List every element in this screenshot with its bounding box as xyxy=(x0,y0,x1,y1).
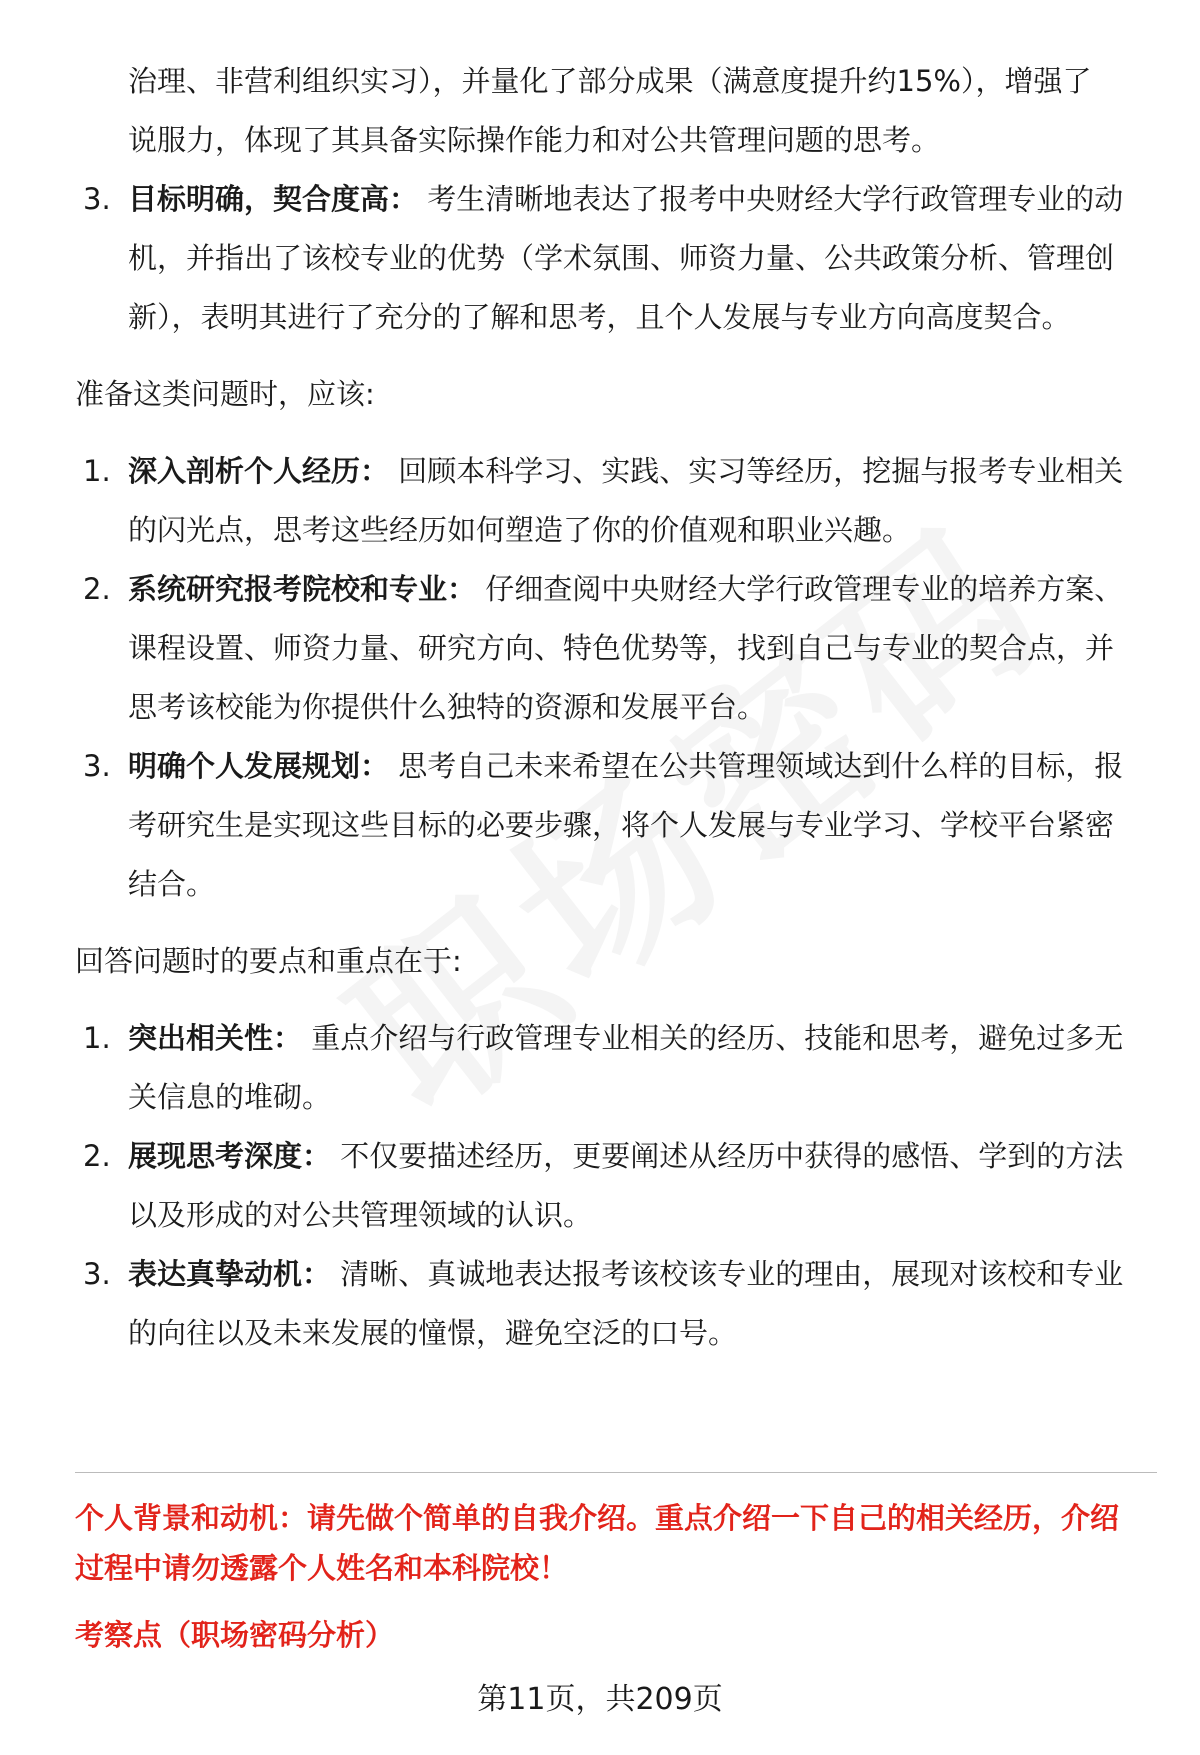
analysis-subheading: 考察点（职场密码分析） xyxy=(75,1618,395,1652)
list-item-text: 以及形成的对公共管理领域的认识。 xyxy=(128,1198,593,1232)
continuation-line: 说服力，体现了其具备实际操作能力和对公共管理问题的思考。 xyxy=(128,123,941,157)
list-item-text: 思考自己未来希望在公共管理领域达到什么样的目标，报 xyxy=(398,749,1124,783)
list-item-text: 的向往以及未来发展的憧憬，避免空泛的口号。 xyxy=(128,1316,738,1350)
list-item-text: 回顾本科学习、实践、实习等经历，挖掘与报考专业相关 xyxy=(398,454,1124,488)
question-line: 过程中请勿透露个人姓名和本科院校！ xyxy=(75,1551,569,1585)
list-item xyxy=(75,442,1155,501)
list-item-title: 目标明确，契合度高： xyxy=(128,182,419,216)
list-item-text: 机，并指出了该校专业的优势（学术氛围、师资力量、公共政策分析、管理创 xyxy=(128,241,1115,275)
list-item-text: 的闪光点，思考这些经历如何塑造了你的价值观和职业兴趣。 xyxy=(128,513,912,547)
list-item-text: 结合。 xyxy=(128,867,216,901)
section-intro: 准备这类问题时，应该: xyxy=(75,377,375,411)
list-item xyxy=(75,1127,1155,1186)
list-number: 1. xyxy=(83,454,111,488)
question-line: 个人背景和动机：请先做个简单的自我介绍。重点介绍一下自己的相关经历，介绍 xyxy=(75,1501,1120,1535)
list-item xyxy=(75,170,1155,229)
list-item-text: 课程设置、师资力量、研究方向、特色优势等，找到自己与专业的契合点，并 xyxy=(128,631,1115,665)
list-item-text: 思考该校能为你提供什么独特的资源和发展平台。 xyxy=(128,690,767,724)
main-content xyxy=(75,52,1155,1363)
section-intro: 回答问题时的要点和重点在于: xyxy=(75,944,462,978)
list-item xyxy=(75,560,1155,619)
list-number: 1. xyxy=(83,1021,111,1055)
list-number: 3. xyxy=(83,182,111,216)
list-item-text: 新），表明其进行了充分的了解和思考，且个人发展与专业方向高度契合。 xyxy=(128,300,1071,334)
list-item-text: 考研究生是实现这些目标的必要步骤，将个人发展与专业学习、学校平台紧密 xyxy=(128,808,1115,842)
list-item-text: 清晰、真诚地表达报考该校该专业的理由，展现对该校和专业 xyxy=(340,1257,1124,1291)
list-item-title: 展现思考深度： xyxy=(128,1139,332,1173)
list-number: 2. xyxy=(83,572,111,606)
list-number: 2. xyxy=(83,1139,111,1173)
list-item xyxy=(75,1009,1155,1068)
list-item-title: 表达真挚动机： xyxy=(128,1257,332,1291)
list-item xyxy=(75,737,1155,796)
continuation-line: 治理、非营利组织实习），并量化了部分成果（满意度提升约15%），增强了 xyxy=(128,64,1092,98)
list-item-text: 考生清晰地表达了报考中央财经大学行政管理专业的动 xyxy=(427,182,1124,216)
list-item xyxy=(75,1245,1155,1304)
question-heading xyxy=(75,1493,1160,1593)
list-item-text: 重点介绍与行政管理专业相关的经历、技能和思考，避免过多无 xyxy=(311,1021,1124,1055)
list-number: 3. xyxy=(83,749,111,783)
list-item-text: 仔细查阅中央财经大学行政管理专业的培养方案、 xyxy=(485,572,1124,606)
list-item-title: 明确个人发展规划： xyxy=(128,749,390,783)
page-number: 第11页，共209页 xyxy=(477,1682,723,1717)
list-item-title: 突出相关性： xyxy=(128,1021,303,1055)
list-item-title: 系统研究报考院校和专业： xyxy=(128,572,477,606)
list-item-text: 不仅要描述经历，更要阐述从经历中获得的感悟、学到的方法 xyxy=(340,1139,1124,1173)
section-divider xyxy=(75,1472,1157,1473)
list-item-title: 深入剖析个人经历： xyxy=(128,454,390,488)
list-item-text: 关信息的堆砌。 xyxy=(128,1080,332,1114)
list-number: 3. xyxy=(83,1257,111,1291)
